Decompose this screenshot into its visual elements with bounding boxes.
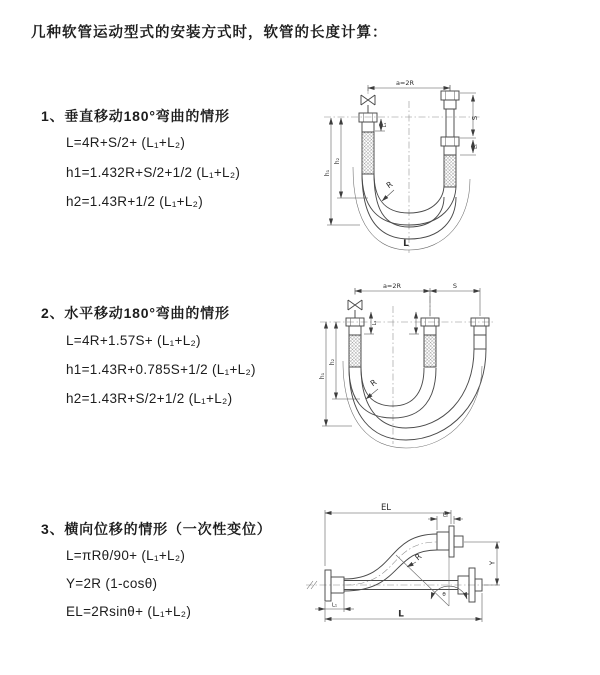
section-1-formula-h2: h2=1.43R+1/2 (L₁+L₂)	[66, 194, 204, 209]
centerlines	[320, 288, 494, 444]
dim-fitting-middle	[409, 312, 419, 334]
section-1-formula-h1: h1=1.432R+S/2+1/2 (L₁+L₂)	[66, 165, 241, 180]
valve-icon	[348, 300, 362, 318]
section-2-formula-h1: h1=1.43R+0.785S+1/2 (L₁+L₂)	[66, 362, 256, 377]
dim-h2-label: h₂	[334, 157, 341, 165]
page-title: 几种软管运动型式的安装方式时，软管的长度计算：	[31, 25, 388, 41]
dim-a2r-label: a=2R	[382, 282, 402, 290]
radius-callout	[366, 377, 379, 399]
dim-l1-label: L₁	[331, 602, 338, 609]
left-pipe-fitting	[359, 113, 377, 174]
radius-label: R	[368, 377, 379, 389]
dim-s-label: S	[471, 115, 479, 121]
section-3-formula-Y: Y=2R (1-cosθ)	[66, 576, 158, 591]
dim-stroke-s	[460, 93, 479, 155]
angle-label: θ	[442, 592, 446, 598]
radius-callout	[407, 552, 424, 567]
section-3-formula-EL: EL=2Rsinθ+ (L₁+L₂)	[66, 604, 192, 619]
dim-h2-label: h₂	[329, 358, 336, 366]
radius-label: R	[413, 551, 424, 563]
dim-s-label: S	[452, 282, 458, 290]
dim-a2r-label: a=2R	[395, 79, 415, 87]
diagram-horizontal-move-180-bend	[298, 278, 590, 464]
section-1-heading: 1、垂直移动180°弯曲的情形	[41, 108, 230, 124]
dim-l1-left	[364, 312, 378, 334]
left-flange	[325, 570, 344, 601]
length-label: L	[403, 239, 409, 249]
dim-l1-label: L₁	[372, 320, 378, 326]
diagram-vertical-move-180-bend	[300, 75, 590, 260]
displaced-flange	[437, 526, 463, 557]
dim-y-label: Y	[488, 560, 497, 566]
dim-h1-label: h₁	[319, 372, 326, 380]
right-fitting-moved	[471, 318, 489, 349]
dim-el-label: EL	[380, 503, 392, 513]
radius-callout	[382, 179, 395, 201]
hose-braid	[424, 335, 436, 367]
hose-braid	[362, 132, 374, 174]
section-3-heading: 3、横向位移的情形（一次性变位）	[41, 521, 272, 537]
dim-l-label: L	[398, 609, 404, 620]
section-2-formula-h2: h2=1.43R+S/2+1/2 (L₁+L₂)	[66, 391, 233, 406]
hose-braid	[444, 155, 456, 187]
middle-fitting	[421, 318, 439, 367]
dim-l1-right-label: L₁	[473, 144, 479, 149]
left-fitting	[346, 318, 364, 367]
section-1-formula-L: L=4R+S/2+ (L₁+L₂)	[66, 135, 186, 150]
hose-u-arcs	[343, 349, 486, 448]
right-pipe-fittings	[441, 91, 459, 187]
dim-a2r-and-s	[355, 282, 480, 316]
diagram-lateral-displacement	[298, 498, 600, 642]
radius-label: R	[384, 179, 395, 191]
dim-l	[325, 593, 482, 622]
dim-a2r	[368, 79, 450, 91]
dim-l1-left-label: L₁	[382, 122, 388, 128]
section-2-heading: 2、水平移动180°弯曲的情形	[41, 305, 230, 321]
section-2-formula-L: L=4R+1.57S+ (L₁+L₂)	[66, 333, 201, 348]
hose-braid	[349, 335, 361, 367]
centerlines	[324, 85, 480, 253]
dim-l2-label: L₂	[442, 512, 449, 519]
section-3-formula-L: L=πRθ/90+ (L₁+L₂)	[66, 548, 186, 563]
dim-l1	[315, 594, 354, 612]
hose-s-curve	[344, 534, 437, 591]
valve-icon	[361, 95, 375, 113]
dim-h1-h2	[324, 118, 368, 225]
dim-l2	[428, 513, 463, 531]
dim-h1-label: h₁	[324, 169, 331, 177]
